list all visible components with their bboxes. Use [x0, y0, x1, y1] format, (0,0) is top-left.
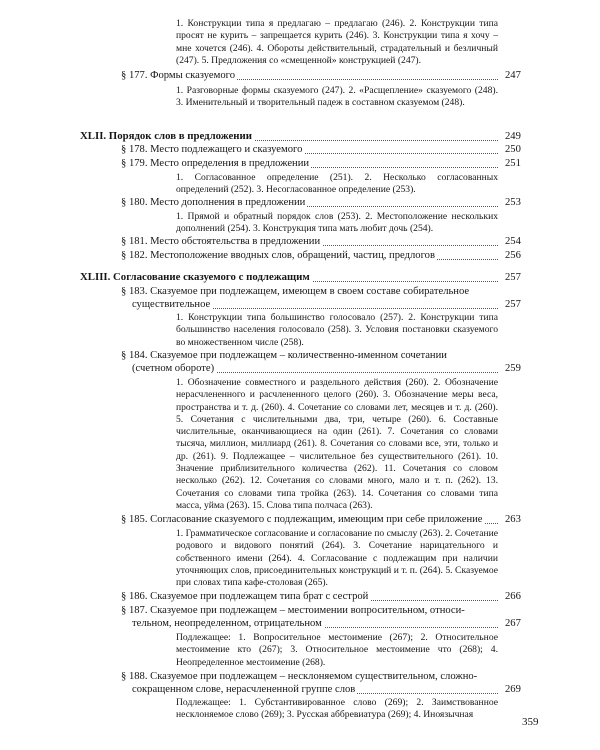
toc-page-number: 267	[505, 618, 521, 629]
chapter-title: XLII. Порядок слов в предложении	[80, 130, 252, 142]
toc-entry[interactable]	[121, 249, 498, 263]
toc-entry-title: § 180. Место дополнения в предложении	[121, 197, 306, 208]
toc-entry[interactable]	[121, 196, 498, 210]
toc-entry-title: § 183. Сказуемое при подлежащем, имеющем в своем составе собирательное	[121, 286, 470, 297]
toc-page-number: 254	[505, 236, 521, 247]
toc-page-number: 256	[505, 250, 521, 261]
toc-subitems: 1. Грамматическое согласование и согласование по смыслу (263). 2. Сочетание родового и видового понятий (264). 3. Сочетание нарицательного и собственного имени (264). 4. Согласование с подлежащим при наличии уточняющих слов, присоединительных конструкций и т. п. (264). 5. Сказуемое при словах типа кафе-столовая (265).	[176, 528, 498, 589]
toc-page-number: 263	[505, 514, 521, 525]
toc-entry-title: § 185. Согласование сказуемого с подлежащим, имеющим при себе приложение	[121, 514, 483, 525]
toc-subitems: Подлежащее: 1. Субстантивированное слово (269); 2. Заимствованное несклоняемое слово (269); 3. Русская аббревиатура (269); 4. Иноязычная	[176, 697, 498, 721]
toc-entry-title: § 181. Место обстоятельства в предложении	[121, 236, 321, 247]
toc-page-number: 251	[505, 158, 521, 169]
toc-entry[interactable]	[121, 157, 498, 171]
toc-page-number: 266	[505, 591, 521, 602]
toc-entry[interactable]	[121, 670, 498, 684]
toc-entry-title: § 178. Место подлежащего и сказуемого	[121, 144, 303, 155]
toc-entry[interactable]	[121, 69, 498, 83]
toc-entry-title: § 177. Формы сказуемого	[121, 70, 235, 81]
toc-entry-continuation[interactable]	[132, 683, 498, 697]
toc-entry-title: сокращенном слове, нерасчлененной группе слов	[132, 684, 356, 695]
chapter-heading[interactable]	[80, 129, 498, 144]
chapter-heading[interactable]	[80, 270, 498, 285]
toc-page-number: 269	[505, 684, 521, 695]
toc-entry-title: существительное	[132, 299, 211, 310]
toc-subitems: 1. Обозначение совместного и раздельного действия (260). 2. Обозначение нерасчлененного и расчлененного целого (260). 3. Обозначение меры веса, пространства и т. д. (260). 4. Сочетание со словами лет, месяцев и т. д. (260). 5. Сочетания с числительными два, три, четыре (260). 6. Составные числительные, оканчивающиеся на один (261). 7. Сочетания со словами тысяча, миллион, миллиард (261). 8. Сочетания со словами все, эти, только и др. (261). 9. Подлежащее – числительное без существительного (261). 10. Значение приблизительного количества (262). 11. Сочетания со словом несколько (262). 12. Сочетания со словами много, мало и т. п. (262). 13. Сочетания со словами типа тройка (263). 14. Сочетания со словами типа масса, уйма (263). 15. Слова типа полчаса (263).	[176, 377, 498, 511]
toc-entry[interactable]	[121, 513, 498, 527]
toc-page-number: 257	[505, 272, 521, 283]
toc-subitems: 1. Конструкции типа я предлагаю – предлагаю (246). 2. Конструкции типа просят не курить – запрещается курить (246). 3. Конструкции типа я хочу – мне хочется (246). 4. Обороты действительный, страдательный и безличный (247). 5. Предложения со «смещенной» конструкцией (247).	[176, 18, 498, 66]
toc-entry-title: § 188. Сказуемое при подлежащем – несклоняемом существительном, сложно-	[121, 671, 478, 682]
toc-entry-title: § 179. Место определения в предложении	[121, 158, 310, 169]
toc-page-number: 247	[505, 70, 521, 81]
toc-subitems: 1. Конструкции типа большинство голосовало (257). 2. Конструкции типа большинство населения голосовало (258). 3. Условия постановки сказуемого во множественном числе (258).	[176, 312, 498, 348]
toc-entry-continuation[interactable]	[132, 617, 498, 631]
toc-entry-title: § 184. Сказуемое при подлежащем – количественно-именном сочетании	[121, 350, 447, 361]
toc-entry-title: § 187. Сказуемое при подлежащем – местоимении вопросительном, относи-	[121, 605, 465, 616]
toc-entry[interactable]	[121, 143, 498, 157]
toc-page-number: 250	[505, 144, 521, 155]
toc-entry-title: § 186. Сказуемое при подлежащем типа брат с сестрой	[121, 591, 369, 602]
toc-page-number: 249	[505, 131, 521, 142]
toc-entry-continuation[interactable]	[132, 362, 498, 376]
chapter-title: XLIII. Согласование сказуемого с подлежащим	[80, 271, 310, 283]
toc-entry[interactable]	[121, 285, 498, 299]
toc-entry[interactable]	[121, 590, 498, 604]
toc-entry[interactable]	[121, 235, 498, 249]
toc-entry[interactable]	[121, 604, 498, 618]
toc-entry-title: тельном, неопределенном, отрицательном	[132, 618, 322, 629]
page-number: 359	[522, 716, 539, 728]
toc-subitems: 1. Согласованное определение (251). 2. Несколько согласованных определений (252). 3. Несогласованное определение (253).	[176, 172, 498, 196]
toc-page-number: 257	[505, 299, 521, 310]
toc-page-number: 253	[505, 197, 521, 208]
toc-entry-title: § 182. Местоположение вводных слов, обращений, частиц, предлогов	[121, 250, 435, 261]
toc-entry[interactable]	[121, 349, 498, 363]
toc-subitems: 1. Прямой и обратный порядок слов (253). 2. Местоположение нескольких дополнений (254). 3. Конструкция типа мать любит дочь (254).	[176, 211, 498, 235]
toc-entry-continuation[interactable]	[132, 298, 498, 312]
toc-page-number: 259	[505, 363, 521, 374]
toc-entry-title: (счетном обороте)	[132, 363, 215, 374]
toc-subitems: 1. Разговорные формы сказуемого (247). 2. «Расщепление» сказуемого (248). 3. Именительный и творительный падеж в составном сказуемом (248).	[176, 85, 498, 109]
toc-subitems: Подлежащее: 1. Вопросительное местоимение (267); 2. Относительное местоимение кто (267); 3. Относительное местоимение что (268); 4. Неопределенное местоимение (268).	[176, 632, 498, 668]
